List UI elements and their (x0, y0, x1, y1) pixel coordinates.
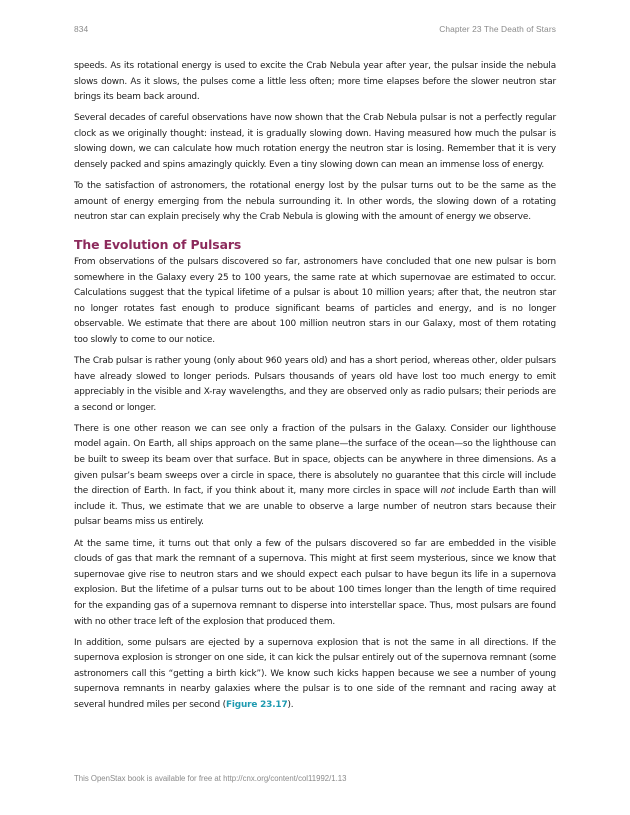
paragraph-crab-age: The Crab pulsar is rather young (only about 960 years old) and has a short period, whereas other, older pulsars have already slowed to longer periods. Pulsars thousands of years old have lost too much energy to emit appreciably in the visible and X-ray wavelengths, and they are observed only as radio pulsars; their periods are a second or longer. (74, 356, 556, 413)
emphasis-not: not (440, 486, 455, 497)
paragraph-pulsar-birth-rate: From observations of the pulsars discovered so far, astronomers have concluded that one new pulsar is born somewhere in the Galaxy every 25 to 100 years, the same rate at which supernovae are estimated to occur. Calculations suggest that the typical lifetime of a pulsar is about 10 million years; after that, the neutron star no longer rotates fast enough to produce significant beams of particles and energy, and is no longer observable. We estimate that there are about 100 million neutron stars in our Galaxy, most of them rotating too slowly to come to our notice. (74, 256, 556, 345)
paragraph-supernova-remnants: At the same time, it turns out that only a few of the pulsars discovered so far are embedded in the visible clouds of gas that mark the remnant of a supernova. This might at first seem mysterious, since we know that supernovae give rise to neutron stars and we should expect each pulsar to have begun its life in a supernova explosion. But the lifetime of a pulsar turns out to be about 100 times longer than the length of time required for the expanding gas of a supernova remnant to disperse into interstellar space. Thus, most pulsars are found with no other trace left of the explosion that produced them. (74, 538, 556, 627)
kick-text-start: In addition, some pulsars are ejected by a supernova explosion that is not the same in all directions. If the supernova explosion is stronger on one side, it can kick the pulsar entirely out of the supernova remnant (some astronomers call this “getting a birth kick”). We know such kicks happen because we see a number of young supernova remnants in nearby galaxies where the pulsar is to one side of the remnant and racing away at several hundred miles per second ( (74, 637, 556, 710)
figure-link[interactable]: Figure 23.17 (225, 699, 288, 710)
page-number: 834 (74, 24, 89, 34)
paragraph-crab-slowing: speeds. As its rotational energy is used to excite the Crab Nebula year after year, the pulsar inside the nebula slows down. As it slows, the pulses come a little less often; more time elapses before the slower neutron star brings its beam back around. (74, 61, 556, 103)
page-footer: This OpenStax book is available for free at http://cnx.org/content/col11992/1.13 (74, 774, 347, 783)
page-body (74, 59, 556, 719)
paragraph-lighthouse-model (74, 422, 556, 531)
paragraph-birth-kick (74, 636, 556, 714)
chapter-title: Chapter 23 The Death of Stars (439, 24, 556, 34)
paragraph-observations: Several decades of careful observations have now shown that the Crab Nebula pulsar is not a perfectly regular clock as we originally thought: instead, it is gradually slowing down. Having measured how much the pulsar is slowing down, we can calculate how much rotation energy the neutron star is losing. Remember that it is very densely packed and spins amazingly quickly. Even a tiny slowing down can mean an immense loss of energy. (74, 113, 556, 171)
lighthouse-text-start: There is one other reason we can see only a fraction of the pulsars in the Galaxy. Consider our lighthouse model again. On Earth, all ships approach on the same plane—the surface of the ocean—so the lighthouse can be built to sweep its beam over that surface. But in space, objects can be anywhere in three dimensions. As a given pulsar’s beam sweeps over a circle in space, there is absolutely no guarantee that this circle will include the direction of Earth. In fact, if you think about it, many more circles in space will (74, 423, 556, 497)
kick-text-end: ). (287, 699, 294, 710)
section-heading: The Evolution of Pulsars (74, 236, 242, 252)
lighthouse-text-end: include Earth than will include it. Thus, we estimate that we are unable to observe a large number of neutron stars because their pulsar beams miss us entirely. (74, 486, 556, 528)
paragraph-energy-match: To the satisfaction of astronomers, the rotational energy lost by the pulsar turns out to be the same as the amount of energy emerging from the nebula surrounding it. In other words, the slowing down of a rotating neutron star can explain precisely why the Crab Nebula is glowing with the amount of energy we observe. (74, 181, 556, 223)
